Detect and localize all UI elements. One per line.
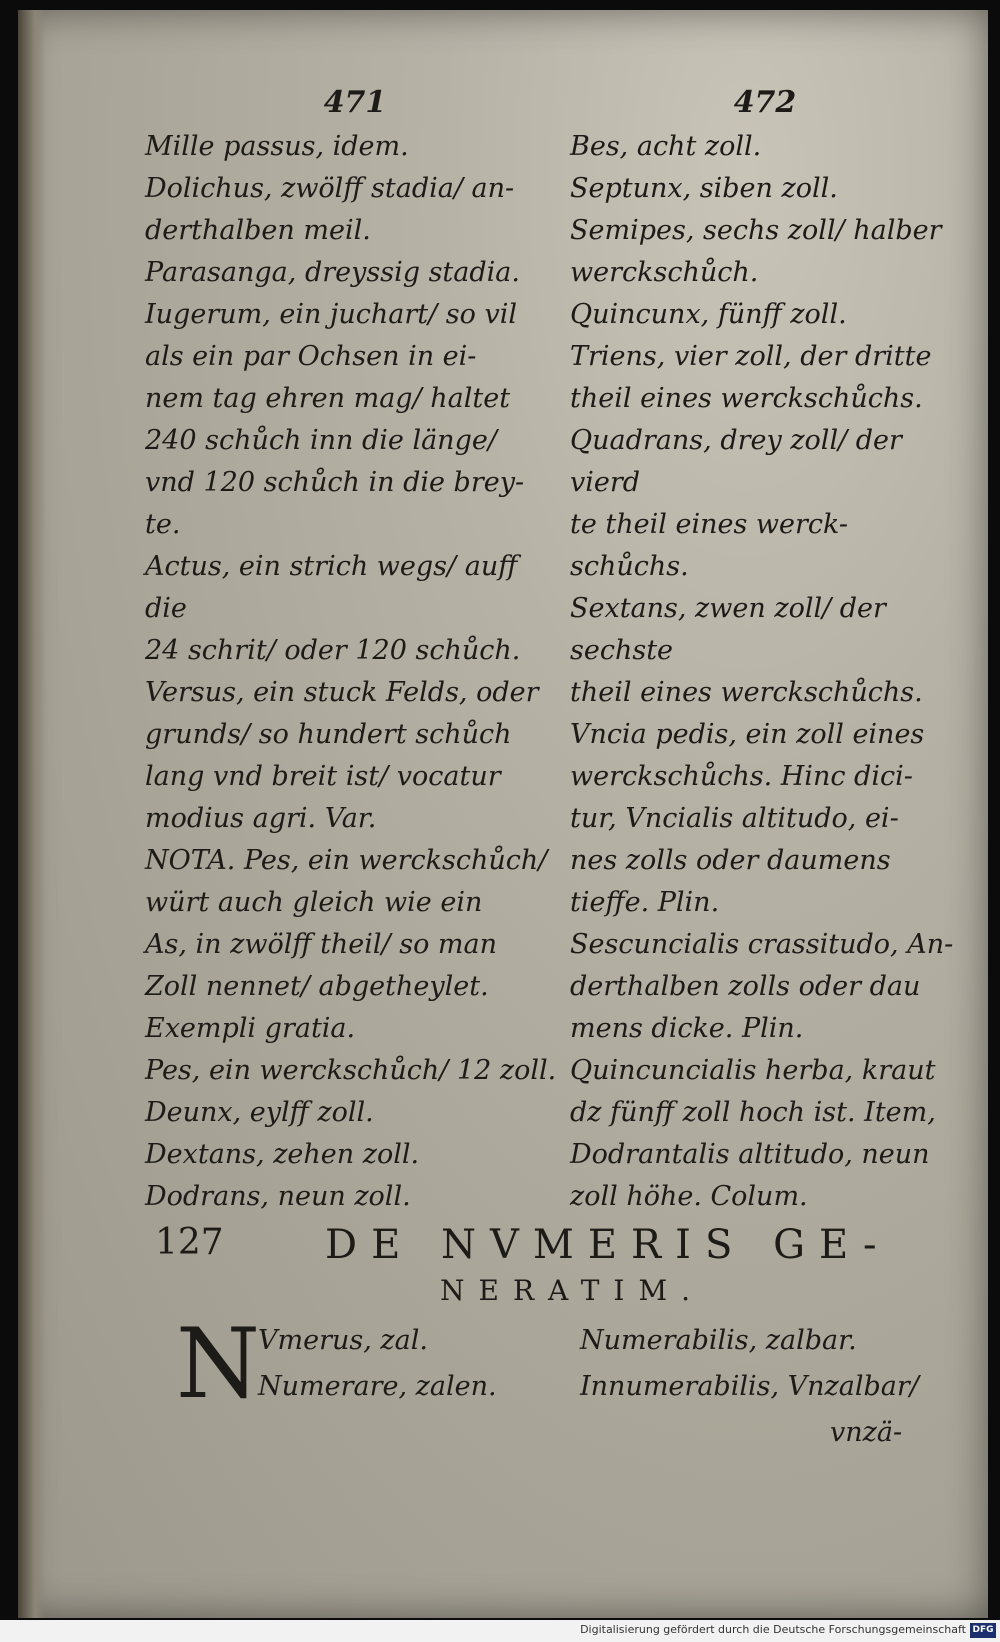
bottom-right-line: Innumerabilis, Vnzalbar/ — [580, 1371, 919, 1402]
dictionary-line: Deunx, eylff zoll. — [145, 1097, 374, 1128]
dictionary-line: Actus, ein strich wegs/ auff die — [145, 551, 518, 624]
dictionary-line: Zoll nennet/ abgetheylet. — [145, 971, 489, 1002]
dictionary-line: te. — [145, 509, 181, 540]
dictionary-line: grunds/ so hundert schůch — [145, 719, 512, 750]
dictionary-line: modius agri. Var. — [145, 803, 377, 834]
dictionary-line: derthalben zolls oder dau — [570, 971, 921, 1002]
footer-bar — [0, 1620, 1000, 1642]
dictionary-line: Mille passus, idem. — [145, 131, 409, 162]
dictionary-line: tieffe. Plin. — [570, 887, 720, 918]
dictionary-line: Septunx, siben zoll. — [570, 173, 838, 204]
bottom-left-line: Numerare, zalen. — [258, 1371, 497, 1402]
dictionary-line: als ein par Ochsen in ei- — [145, 341, 477, 372]
dictionary-line: Dodrantalis altitudo, neun — [570, 1139, 930, 1170]
dictionary-line: Pes, ein werckschůch/ 12 zoll. — [145, 1055, 557, 1086]
dictionary-line: Quadrans, drey zoll/ der vierd — [570, 425, 902, 498]
dictionary-line: Vncia pedis, ein zoll eines — [570, 719, 925, 750]
dictionary-line: schůchs. — [570, 551, 689, 582]
dictionary-line: lang vnd breit ist/ vocatur — [145, 761, 501, 792]
dictionary-line: Sextans, zwen zoll/ der sechste — [570, 593, 886, 666]
dictionary-line: derthalben meil. — [145, 215, 371, 246]
dictionary-line: Dolichus, zwölff stadia/ an- — [145, 173, 515, 204]
dictionary-line: würt auch gleich wie ein — [145, 887, 483, 918]
dictionary-line: nem tag ehren mag/ haltet — [145, 383, 511, 414]
dictionary-line: Versus, ein stuck Felds, oder — [145, 677, 539, 708]
dictionary-line: dz fünff zoll hoch ist. Item, — [570, 1097, 936, 1128]
bottom-right-line: vnzä- — [830, 1417, 903, 1448]
bottom-left-line: Vmerus, zal. — [258, 1325, 428, 1356]
bottom-right-entries — [580, 1318, 960, 1456]
dictionary-line: 24 schrit/ oder 120 schůch. — [145, 635, 521, 666]
dictionary-line: Bes, acht zoll. — [570, 131, 762, 162]
dictionary-line: Dodrans, neun zoll. — [145, 1181, 411, 1212]
section-number: 127 — [155, 1222, 224, 1263]
dictionary-line: Semipes, sechs zoll/ halber — [570, 215, 942, 246]
dictionary-line: Sescuncialis crassitudo, An- — [570, 929, 954, 960]
right-column — [570, 80, 960, 1218]
dictionary-line: tur, Vncialis altitudo, ei- — [570, 803, 899, 834]
dictionary-line: werckschůchs. Hinc dici- — [570, 761, 913, 792]
dictionary-line: As, in zwölff theil/ so man — [145, 929, 498, 960]
dictionary-line: Parasanga, dreyssig stadia. — [145, 257, 520, 288]
dictionary-line: nes zolls oder daumens — [570, 845, 891, 876]
dictionary-line: werckschůch. — [570, 257, 759, 288]
bottom-right-line: Numerabilis, zalbar. — [580, 1325, 857, 1356]
dfg-logo: DFG — [970, 1623, 996, 1638]
dictionary-line: mens dicke. Plin. — [570, 1013, 804, 1044]
folio-number-right: 472 — [733, 85, 797, 120]
dictionary-line: NOTA. Pes, ein werckschůch/ — [145, 845, 548, 876]
section-title: DE NVMERIS GE- — [325, 1222, 891, 1268]
dictionary-line: Quincuncialis herba, kraut — [570, 1055, 936, 1086]
dictionary-line: Iugerum, ein juchart/ so vil — [145, 299, 517, 330]
bottom-left-entries — [176, 1308, 548, 1420]
left-column — [145, 80, 565, 1218]
dictionary-line: Dextans, zehen zoll. — [145, 1139, 420, 1170]
page-gutter — [18, 10, 46, 1618]
left-entries — [145, 126, 565, 1218]
dictionary-line: Exempli gratia. — [145, 1013, 356, 1044]
dictionary-line: Quincunx, fünff zoll. — [570, 299, 847, 330]
dictionary-line: zoll höhe. Colum. — [570, 1181, 808, 1212]
drop-cap-initial: N — [176, 1308, 260, 1420]
funding-credit: Digitalisierung gefördert durch die Deutsche Forschungsgemeinschaft — [580, 1623, 966, 1636]
dictionary-line: te theil eines werck- — [570, 509, 849, 540]
dictionary-line: theil eines werckschůchs. — [570, 677, 923, 708]
right-entries — [570, 126, 960, 1218]
dictionary-line: Triens, vier zoll, der dritte — [570, 341, 932, 372]
section-title-continued: NERATIM. — [440, 1274, 705, 1307]
dictionary-line: vnd 120 schůch in die brey- — [145, 467, 525, 498]
folio-number-left: 471 — [323, 85, 387, 120]
dictionary-line: theil eines werckschůchs. — [570, 383, 923, 414]
dictionary-line: 240 schůch inn die länge/ — [145, 425, 497, 456]
